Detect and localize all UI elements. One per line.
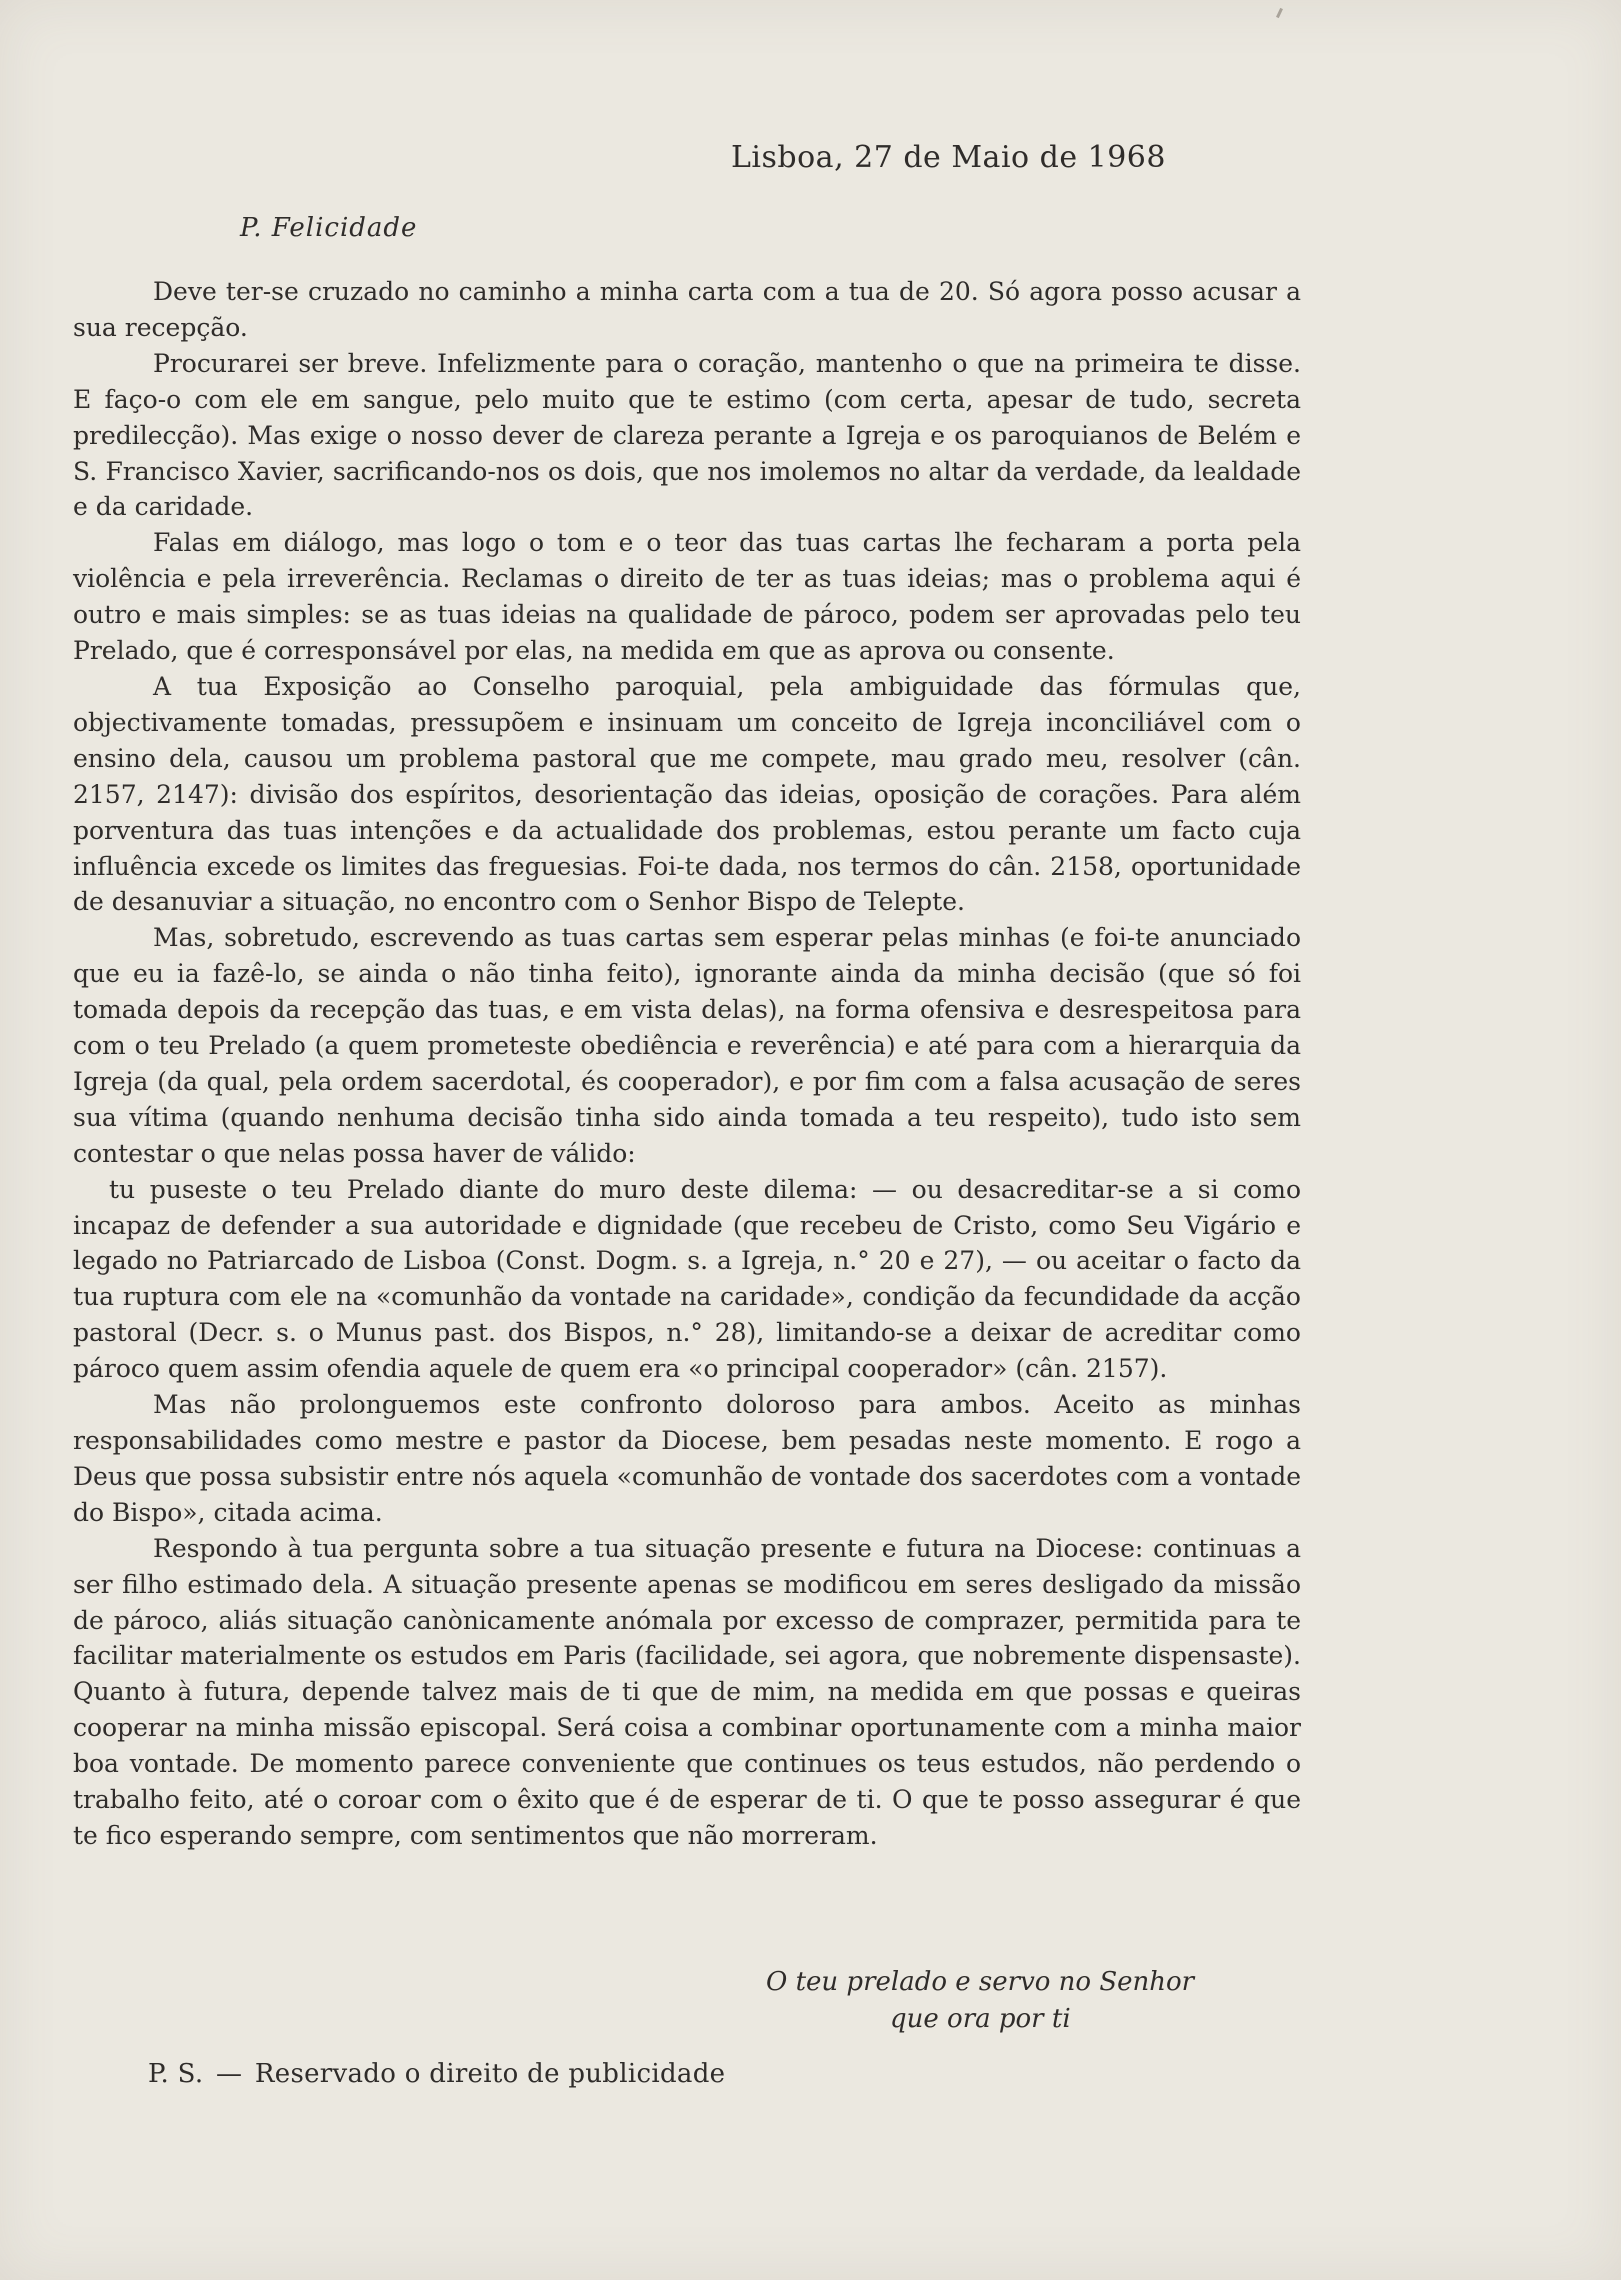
body-paragraph: A tua Exposição ao Conselho paroquial, pela ambiguidade das fórmulas que, objectivamente tomadas, pressupõem e insinuam um conceito de Igreja inconciliável com o ensino dela, causou um problema pastoral que me compete, mau grado meu, resolver (cân. 2157, 2147): divisão dos espíritos, desorientação das ideias, oposição de corações. Para além porventura das tuas intenções e da actualidade dos problemas, estou perante um facto cuja influência excede os limites das freguesias. Foi-te dada, nos termos do cân. 2158, oportunidade de desanuviar a situação, no encontro com o Senhor Bispo de Telepte.: [73, 671, 1301, 917]
body-paragraph: Deve ter-se cruzado no caminho a minha carta com a tua de 20. Só agora posso acusar a sua recepção.: [73, 277, 1301, 342]
body-paragraph-dilemma: tu puseste o teu Prelado diante do muro deste dilema: — ou desacreditar-se a si como incapaz de defender a sua autoridade e dignidade (que recebeu de Cristo, como Seu Vigário e legado no Patriarcado de Lisboa (Const. Dogm. s. a Igreja, n.° 20 e 27), — ou aceitar o facto da tua ruptura com ele na «comunhão da vontade na caridade», condição da fecundidade da acção pastoral (Decr. s. o Munus past. dos Bispos, n.° 28), limitando-se a deixar de acreditar como pároco quem assim ofendia aquele de quem era «o principal cooperador» (cân. 2157).: [73, 1174, 1301, 1384]
body-paragraph: Respondo à tua pergunta sobre a tua situação presente e futura na Diocese: continuas a ser filho estimado dela. A situação presente apenas se modificou em seres desligado da missão de pároco, aliás situação canònicamente anómala por excesso de comprazer, permitida para te facilitar materialmente os estudos em Paris (facilidade, sei agora, que nobremente dispensaste). Quanto à futura, depende talvez mais de ti que de mim, na medida em que possas e queiras cooperar na minha missão episcopal. Será coisa a combinar oportunamente com a minha maior boa vontade. De momento parece conveniente que continues os teus estudos, não perdendo o trabalho feito, até o coroar com o êxito que é de esperar de ti. O que te posso assegurar é que te fico esperando sempre, com sentimentos que não morreram.: [73, 1533, 1301, 1850]
postscript-text: Reservado o direito de publicidade: [254, 2059, 726, 2089]
body-paragraph: Mas, sobretudo, escrevendo as tuas cartas sem esperar pelas minhas (e foi-te anunciado que eu ia fazê-lo, se ainda o não tinha feito), ignorante ainda da minha decisão (que só foi tomada depois da recepção das tuas, e em vista delas), na forma ofensiva e desrespeitosa para com o teu Prelado (a quem prometeste obediência e reverência) e até para com a hierarquia da Igreja (da qual, pela ordem sacerdotal, és cooperador), e por fim com a falsa acusação de seres sua vítima (quando nenhuma decisão tinha sido ainda tomada a teu respeito), tudo isto sem contestar o que nelas possa haver de válido:: [73, 923, 1301, 1168]
letter-date: Lisboa, 27 de Maio de 1968: [731, 140, 1166, 175]
closing-line-1: O teu prelado e servo no Senhor: [766, 1967, 1195, 1997]
paper-speck: [1276, 8, 1283, 18]
body-paragraph: Procurarei ser breve. Infelizmente para o coração, mantenho o que na primeira te disse. E faço-o com ele em sangue, pelo muito que te estimo (com certa, apesar de tudo, secreta predilecção). Mas exige o nosso dever de clareza perante a Igreja e os paroquianos de Belém e S. Francisco Xavier, sacrificando-nos os dois, que nos imolemos no altar da verdade, da lealdade e da caridade.: [73, 348, 1301, 522]
postscript-label: P. S.: [148, 2059, 204, 2089]
body-paragraph: Mas não prolonguemos este confronto doloroso para ambos. Aceito as minhas responsabilidades como mestre e pastor da Diocese, bem pesadas neste momento. E rogo a Deus que possa subsistir entre nós aquela «comunhão de vontade dos sacerdotes com a vontade do Bispo», citada acima.: [73, 1390, 1301, 1527]
body-paragraph: Falas em diálogo, mas logo o tom e o teor das tuas cartas lhe fecharam a porta pela violência e pela irreverência. Reclamas o direito de ter as tuas ideias; mas o problema aqui é outro e mais simples: se as tuas ideias na qualidade de pároco, podem ser aprovadas pelo teu Prelado, que é corresponsável por elas, na medida em que as aprova ou consente.: [73, 528, 1301, 666]
letter-closing: [700, 1964, 1300, 2038]
closing-line-2: que ora por ti: [890, 2004, 1071, 2034]
letter-salutation: P. Felicidade: [240, 213, 418, 243]
letter-body: [73, 274, 1301, 1854]
postscript-dash: —: [215, 2059, 243, 2089]
postscript: [148, 2059, 725, 2089]
